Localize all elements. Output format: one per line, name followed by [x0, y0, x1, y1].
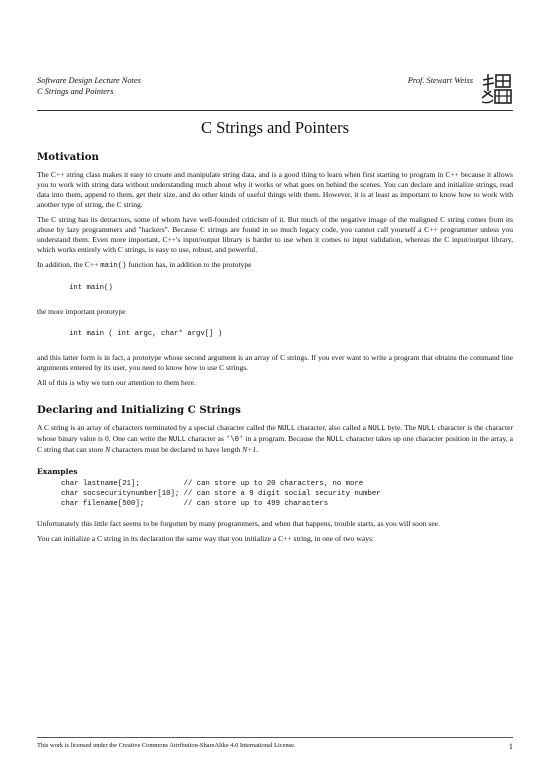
null-char-code: '\0'	[225, 435, 244, 444]
heading-motivation: Motivation	[37, 151, 99, 163]
null-code: NULL	[417, 424, 436, 433]
header-topic: C Strings and Pointers	[37, 87, 114, 96]
null-code: NULL	[326, 435, 345, 444]
text: byte. The	[387, 422, 416, 432]
license-text: This work is licensed under the Creative Commons Attribution-ShareAlike 4.0 International License.	[37, 742, 296, 749]
text: character is the character whose binary value is 0. One can write the	[37, 422, 513, 443]
header-rule	[37, 110, 513, 111]
heading-examples: Examples	[37, 467, 78, 477]
null-code: NULL	[367, 424, 386, 433]
null-code: NULL	[277, 424, 296, 433]
motivation-paragraph-5: and this latter form is in fact, a prototype whose second argument is an array of C strings. If you ever want to write a program that obtains the command line arguments entered by its user, you need to know how to use C strings.	[37, 353, 513, 373]
declaring-paragraph-1	[37, 423, 513, 455]
page-number: 1	[508, 741, 513, 751]
header-course: Software Design Lecture Notes	[37, 76, 141, 85]
code-main-prototype: int main()	[69, 283, 113, 292]
motivation-paragraph-3	[37, 260, 513, 271]
p3-text-a: In addition, the C++	[37, 259, 99, 269]
text: characters must be declared to have length	[112, 444, 241, 454]
p3-text-b: function has, in addition to the prototype	[128, 259, 252, 269]
examples-code: char lastname[21]; // can store up to 20 characters, no more char socsecuritynumber[10]; // can store a 9 digit social security number char filename[500]; // can store up to 499 characters	[61, 480, 381, 509]
motivation-paragraph-6: All of this is why we turn our attention to them here.	[37, 377, 196, 387]
motivation-paragraph-1: The C++ string class makes it easy to create and manipulate string data, and is a good thing to learn when first starting to program in C++ because it allows you to work with string data without understanding much about why it works or what goes on behind the scenes. You can declare and initialize strings, read data into them, append to them, get their size, and do other kinds of useful things with them. However, it is at least as important to know how to work with another type of string, the C string.	[37, 170, 513, 210]
header-left	[37, 75, 141, 97]
text: character as	[187, 433, 224, 443]
body-content	[37, 152, 513, 548]
null-code: NULL	[168, 435, 186, 444]
motivation-paragraph-4: the more important prototype	[37, 306, 126, 316]
code-main-argv-prototype: int main ( int argc, char* argv[] )	[69, 329, 223, 338]
header-author: Prof. Stewart Weiss	[407, 76, 473, 85]
main-code-inline: main()	[100, 261, 127, 270]
text: character takes up one character position in the array, a C string that can store	[37, 433, 514, 454]
declaring-paragraph-2: Unfortunately this little fact seems to be forgotten by many programmers, and when that happens, trouble starts, as you will soon see.	[37, 519, 440, 529]
text: A C string is an array of characters terminated by a special character called the	[37, 422, 276, 432]
author-seal-logo	[479, 71, 515, 107]
document-title: C Strings and Pointers	[200, 118, 350, 137]
footer	[37, 742, 513, 749]
motivation-paragraph-2: The C string has its detractors, some of whom have well-founded criticism of it. But much of the negative image of the maligned C string comes from its abuse by lazy programmers and "hackers". Because C strings are found in so much legacy code, you cannot call yourself a C++ programmer unless you understand them. Even more important, C++'s input/output library is harder to use when it comes to input validation, whereas the C input/output library, which works entirely with C strings, is easy to use, robust, and powerful.	[37, 214, 513, 255]
text: character, also called a	[297, 422, 366, 432]
running-header	[37, 75, 513, 109]
footer-rule	[37, 737, 513, 738]
n-plus-one-italic: N+1	[242, 444, 257, 454]
heading-declaring: Declaring and Initializing C Strings	[37, 403, 241, 416]
declaring-paragraph-3: You can initialize a C string in its declaration the same way that you initialize a C++ string, in one of two ways:	[37, 533, 375, 543]
n-italic: N	[105, 444, 111, 454]
text: in a program. Because the	[245, 433, 325, 443]
text: .	[256, 444, 258, 454]
